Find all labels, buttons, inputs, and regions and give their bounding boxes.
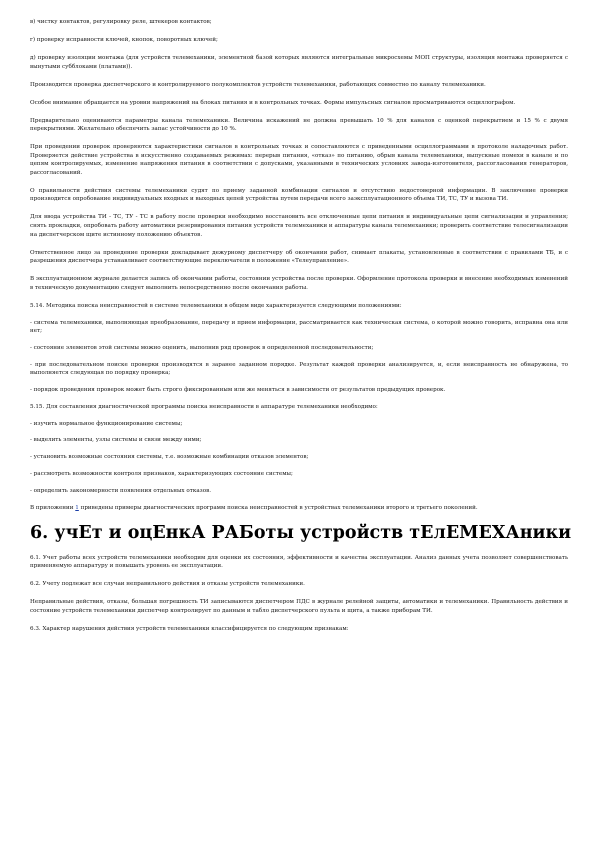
list-item-g: г) проверку исправности ключей, кнопок, поворотных ключей; xyxy=(30,36,218,43)
clause-6-2: 6.2. Учету подлежат все случаи неправильного действия и отказы устройств телемеханики. xyxy=(30,581,305,588)
bullet-item: - порядок проведения проверок может быть строго фиксированным или же меняться в зависимости от результатов предыдущих проверок. xyxy=(30,387,446,394)
bullet-item: - состояние элементов этой системы можно оценить, выполнив ряд проверок в определенной последовательности; xyxy=(30,344,374,351)
paragraph: В эксплуатационном журнале делается запись об окончании работы, состоянии устройства после проверки. Оформление протокола проверки и внесение необходимых изменений в техническую документацию следует выполнить непосредственно после окончания работы. xyxy=(30,276,568,291)
document-page xyxy=(30,18,572,643)
paragraph: Ответственное лицо за проведение проверки докладывает дежурному диспетчеру об окончании работ, снимает плакаты, установленные в соответствии с правилами ТБ, и с разрешения диспетчера устанавливает соответствующие переключатели в положение «Телеуправление». xyxy=(30,249,568,265)
paragraph: Производится проверка диспетчерского и контролируемого полукомплектов устройств телемеханики, работающих совместно по каналу телемеханики. xyxy=(30,81,486,88)
bullet-item: - изучить нормальное функционирование системы; xyxy=(30,420,183,427)
paragraph: Неправильные действия, отказы, большая погрешность ТИ записываются диспетчером ПДС в журнале релейной защиты, автоматики и телемеханики. Правильность действия и состояние устройств телемеханики диспетчер контролирует по данным и табло диспетчерского пульта и щита, а также приборам ТИ. xyxy=(30,599,568,614)
bullet-item: - рассмотреть возможности контроля признаков, характеризующих состояние системы; xyxy=(30,470,293,477)
appendix-reference xyxy=(30,504,568,513)
bullet-item: - выделить элементы, узлы системы и связи между ними; xyxy=(30,437,202,444)
bullet-item: - при последовательном поиске проверки производятся в заранее заданном порядке. Результат каждой проверки анализируется, и, если неисправность не обнаружена, то выполняется следующая по порядку проверка; xyxy=(30,361,568,377)
clause-5-15: 5.15. Для составления диагностической программы поиска неисправности в аппаратуре телемеханики необходимо: xyxy=(30,403,378,410)
paragraph: Предварительно оцениваются параметры канала телемеханики. Величина искажений не должна превышать 10 % для каналов с оценкой перекрытием и 15 % с двумя перекрытиями. Желательно обеспечить запас устойчивости до 10 %. xyxy=(30,117,568,133)
list-item-d: д) проверку изоляции монтажа (для устройств телемеханики, элементной базой которых являются интегральные микросхемы МОП структуры, изоляция монтажа проверяется с вынутыми субблоками (платами)). xyxy=(30,54,568,70)
bullet-item: - определить закономерности появления отдельных отказов. xyxy=(30,487,211,494)
clause-6-3: 6.3. Характер нарушения действия устройств телемеханики классифицируется по следующим признакам: xyxy=(30,625,349,632)
clause-6-1: 6.1. Учет работы всех устройств телемеханики необходим для оценки их состояния, эффективности и качества эксплуатации. Анализ данных учета позволяет совершенствовать применяемую аппаратуру и повышать уровень ее эксплуатации. xyxy=(30,554,568,570)
paragraph: При проведении проверок проверяются характеристики сигналов в контрольных точках и сопоставляются с приведенными осциллограммами в протоколе наладочных работ. Проверяется действие устройства в искусственно создаваемых режимах: перерыв питания, «отказ» по питанию, обрыв канала телемеханики, выпускные помехи в канале и по цепям контролируемых, изменение напряжения питания в соответствии с допусками, указанными в технических условиях завода-изготовителя, рассогласования генераторов, рассогласований. xyxy=(30,144,568,176)
bullet-item: - система телемеханики, выполняющая преобразование, передачу и прием информации, рассматривается как техническая система, о которой можно говорить, исправна она или нет; xyxy=(30,319,568,335)
appendix-link[interactable]: 1 xyxy=(75,504,79,511)
paragraph: Особое внимание обращается на уровни напряжений на блоках питания и в контрольных точках. Формы импульсных сигналов просматриваются осциллографом. xyxy=(30,99,516,106)
clause-5-14: 5.14. Методика поиска неисправностей в системе телемеханики в общем виде характеризуется следующими положениями: xyxy=(30,302,402,309)
appendix-text-before: В приложении xyxy=(30,504,76,511)
bullet-item: - установить возможные состояния системы, т.е. возможные комбинации отказов элементов; xyxy=(30,454,309,461)
list-item-v: в) чистку контактов, регулировку реле, штекеров контактов; xyxy=(30,19,212,25)
section-heading: 6. учЕт и оцЕнкА РАБоты устройств тЕлЕМЕХАники xyxy=(30,522,572,543)
paragraph: О правильности действия системы телемеханики судят по приему заданной комбинации сигналов и отсутствию недостоверной информации. В заключение проверки производится опробование индивидуальных входных и выходных цепей устройства путем передачи всего заэксплуатационного объема ТИ, ТС, ТУ и вызова ТИ. xyxy=(30,187,568,203)
paragraph: Для ввода устройства ТИ - ТС, ТУ - ТС в работу после проверки необходимо восстановить все отключенные цепи питания и индивидуальные цепи сигнализации и управления; снять прокладки, опробовать работу автоматики резервирования питания устройств телемеханики и аппаратуры канала телемеханики; проверить соответствие телесигнализации на диспетчерском щите истинному положению объектов. xyxy=(30,214,568,238)
appendix-text-after: приведены примеры диагностических программ поиска неисправностей в устройствах телемеханики второго и третьего поколений. xyxy=(78,504,478,511)
